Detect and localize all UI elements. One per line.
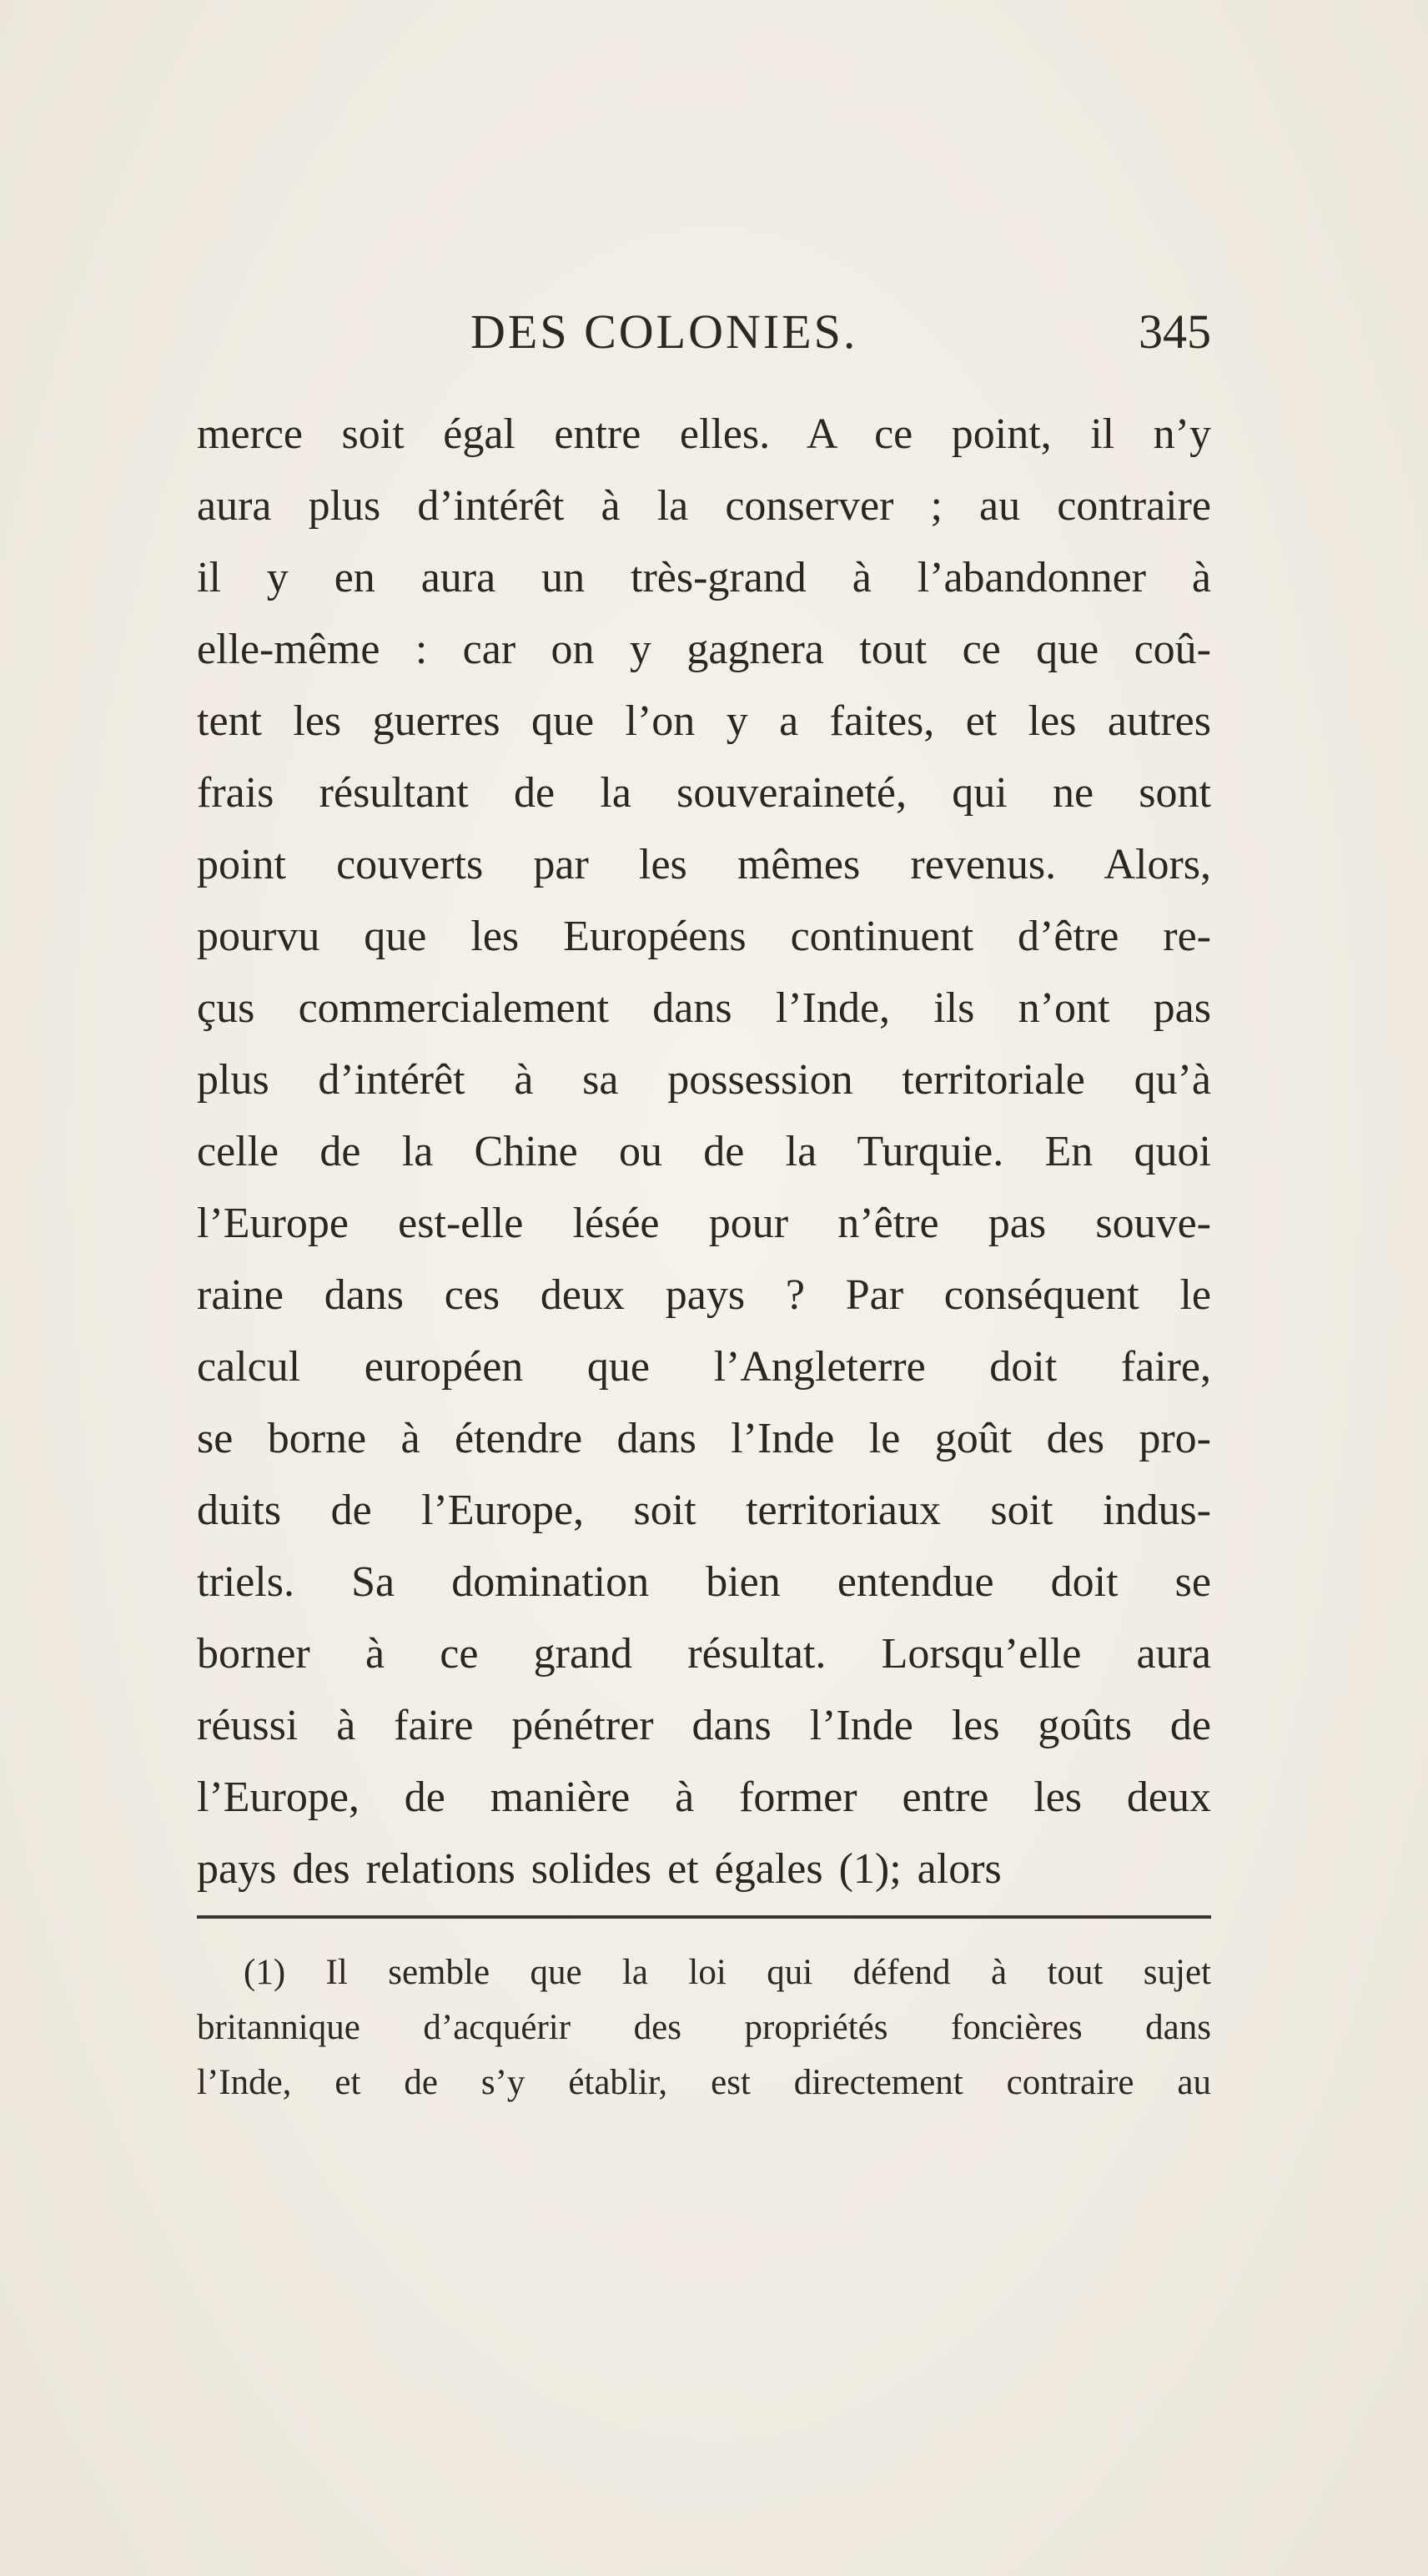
running-head [197,304,1211,362]
body-line: celle de la Chine ou de la Turquie. En quoi [197,1128,1211,1175]
body-line: raine dans ces deux pays ? Par conséquent le [197,1271,1211,1319]
body-line: merce soit égal entre elles. A ce point, il n’y [197,410,1211,458]
body-line: l’Europe est-elle lésée pour n’être pas souve- [197,1200,1211,1247]
body-line: l’Europe, de manière à former entre les deux [197,1774,1211,1821]
footnote [197,1945,1211,2111]
body-line: réussi à faire pénétrer dans l’Inde les goûts de [197,1702,1211,1749]
body-line: point couverts par les mêmes revenus. Alors, [197,841,1211,888]
body-line: elle-même : car on y gagnera tout ce que coû- [197,626,1211,673]
body-line: frais résultant de la souveraineté, qui ne sont [197,769,1211,817]
body-line: pays des relations solides et égales (1); alors [197,1845,1002,1893]
footnote-separator-rule [197,1915,1211,1919]
body-line: borner à ce grand résultat. Lorsqu’elle aura [197,1630,1211,1678]
body-text [197,399,1211,1905]
body-line: aura plus d’intérêt à la conserver ; au contraire [197,482,1211,530]
body-line: duits de l’Europe, soit territoriaux soit indus- [197,1487,1211,1534]
body-line: il y en aura un très-grand à l’abandonner à [197,554,1211,601]
running-title: DES COLONIES. [470,304,858,359]
body-line: triels. Sa domination bien entendue doit se [197,1558,1211,1606]
body-line: pourvu que les Européens continuent d’être re- [197,913,1211,960]
body-line: se borne à étendre dans l’Inde le goût des pro- [197,1415,1211,1462]
page-number: 345 [1139,304,1211,359]
footnote-line: l’Inde, et de s’y établir, est directement contraire au [197,2063,1211,2102]
body-line: plus d’intérêt à sa possession territoriale qu’à [197,1056,1211,1104]
body-line: çus commercialement dans l’Inde, ils n’ont pas [197,984,1211,1032]
body-line: calcul européen que l’Angleterre doit faire, [197,1343,1211,1391]
footnote-line: (1) Il semble que la loi qui défend à tout sujet [244,1953,1211,1992]
footnote-line: britannique d’acquérir des propriétés foncières dans [197,2008,1211,2047]
body-line: tent les guerres que l’on y a faites, et les autres [197,697,1211,745]
